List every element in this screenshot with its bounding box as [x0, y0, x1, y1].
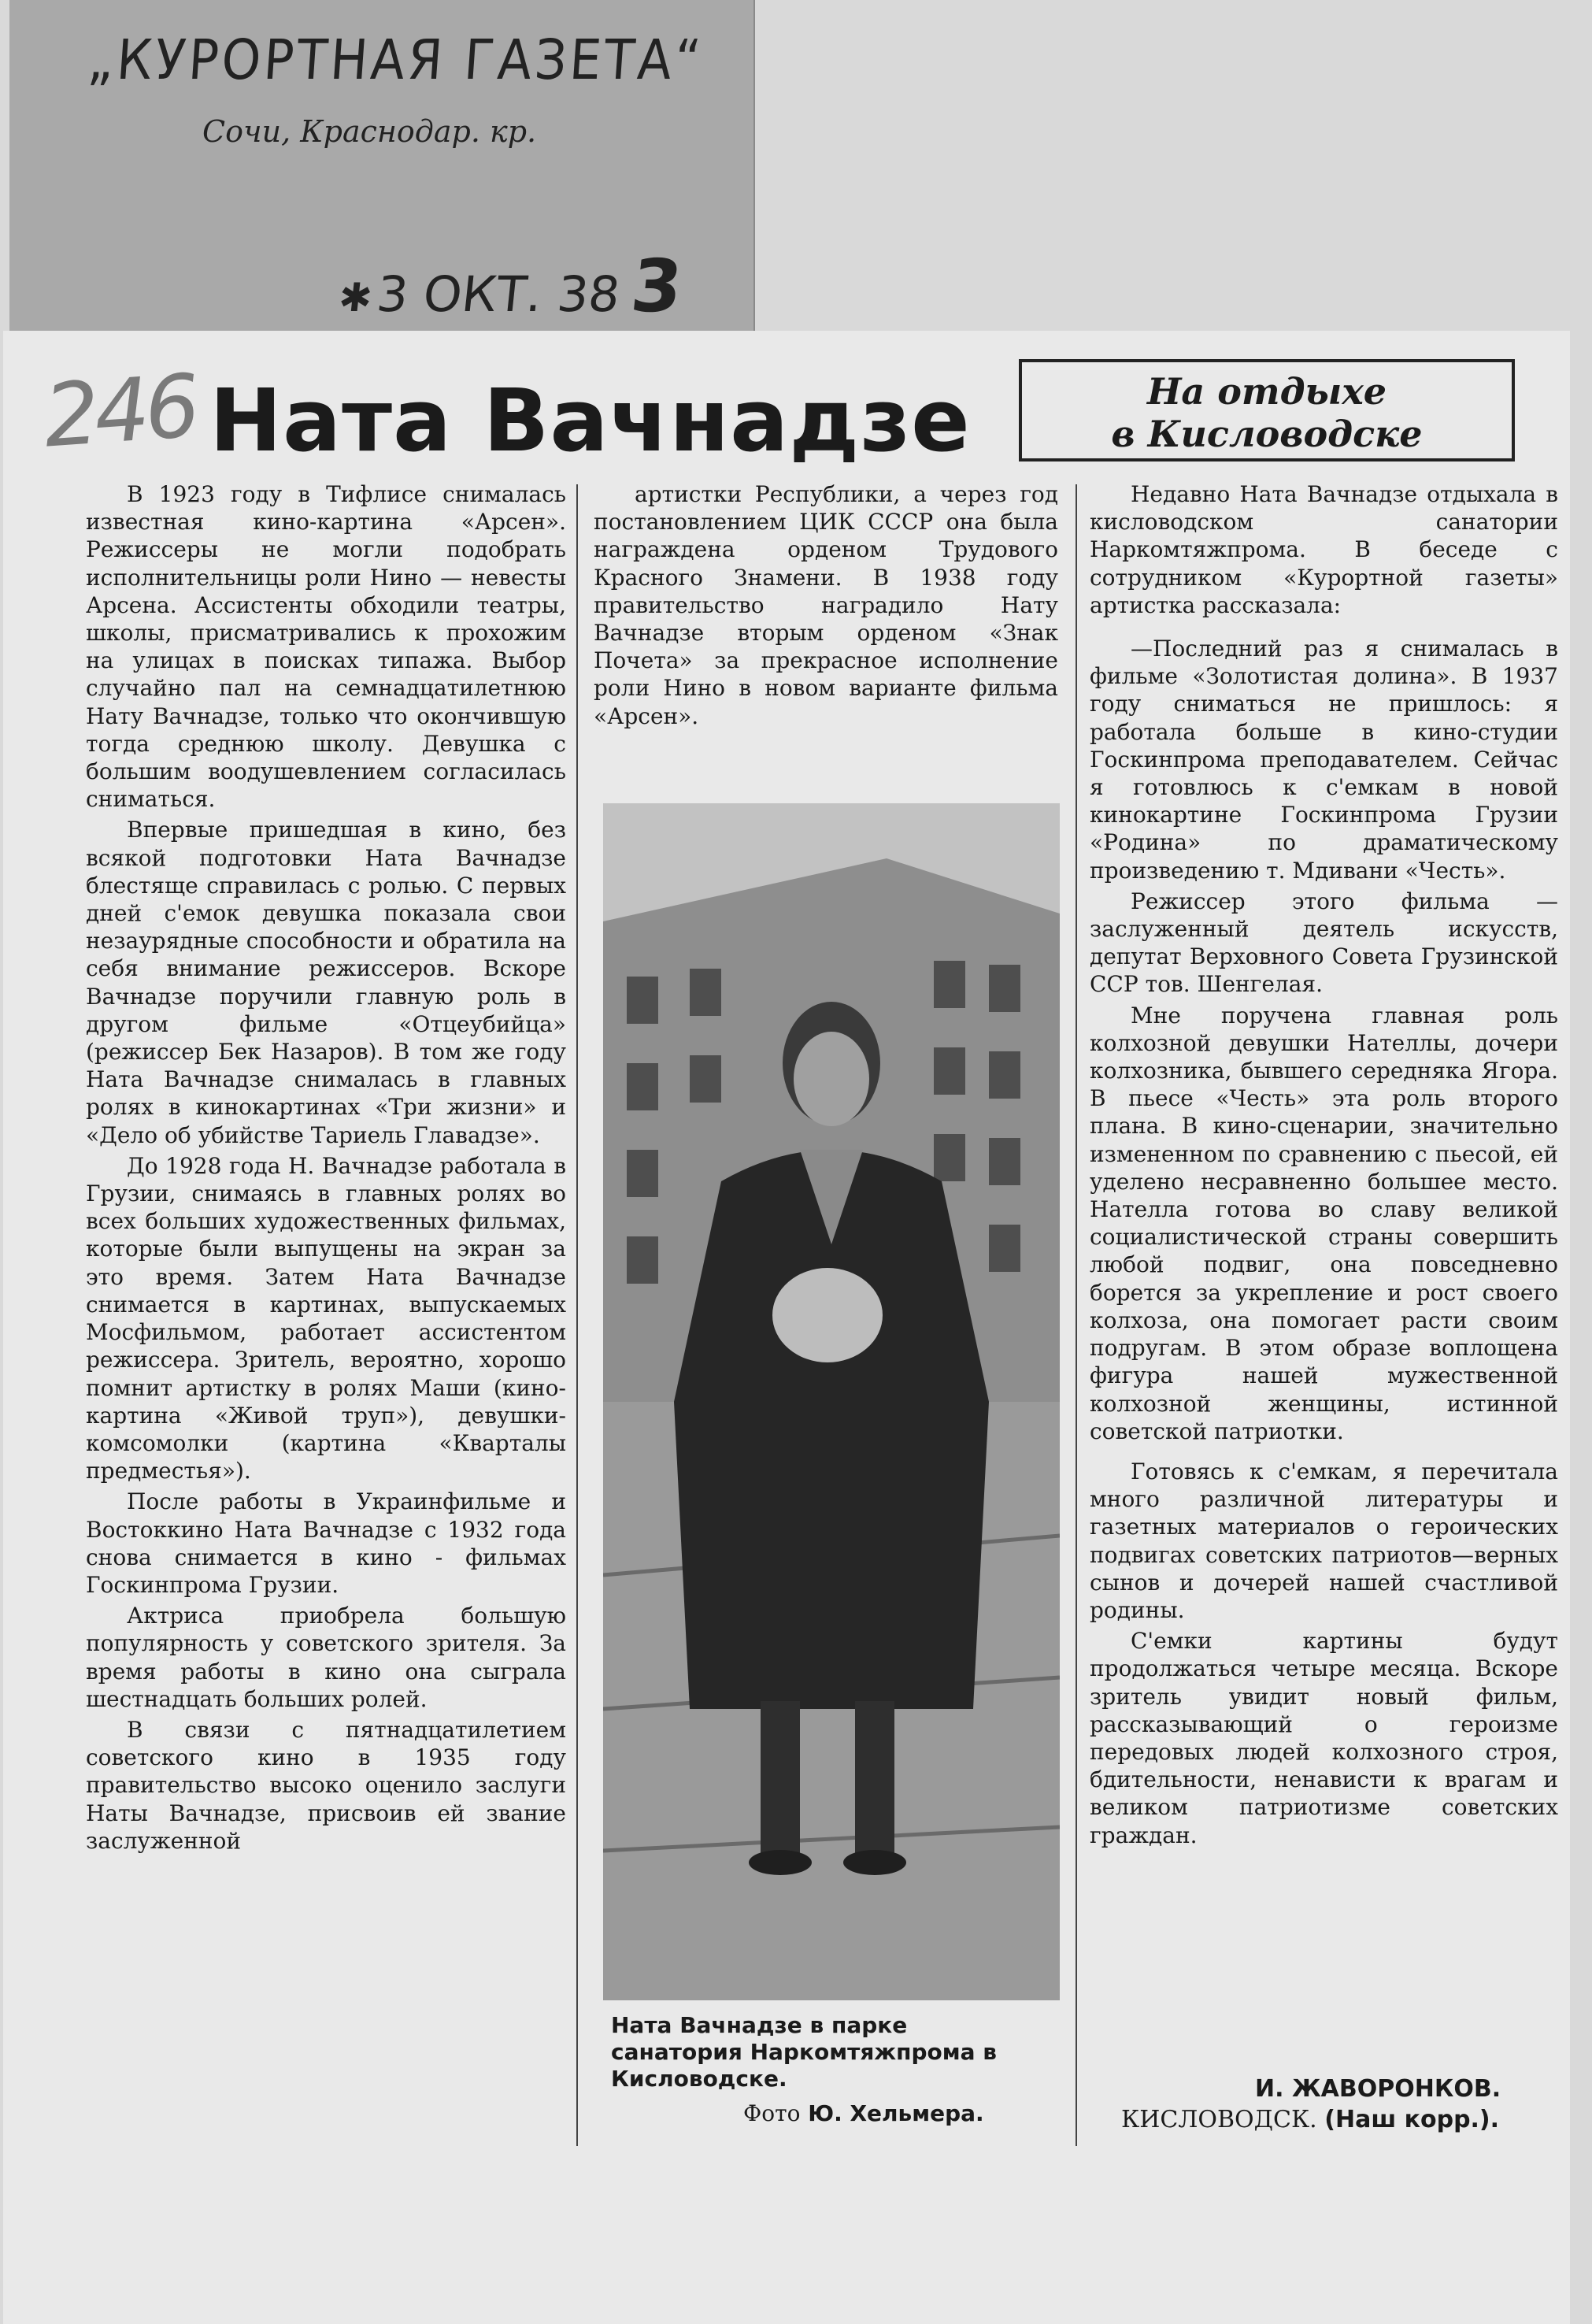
paragraph: Готовясь к с'емкам, я перечитала много различной литературы и газетных материалов о героических подвигах советских патриотов—верных сынов и дочерей нашей счастливой родины.: [1090, 1458, 1558, 1623]
newspaper-city: Сочи, Краснодар. кр.: [202, 114, 537, 149]
paragraph: артистки Республики, а через год постановлением ЦИК СССР она была награждена орденом Трудового Красного Знамени. В 1938 году правительство наградило Нату Вачнадзе вторым орденом «Знак Почета» за прекрасное исполнение роли Нино в новом варианте фильма «Арсен».: [594, 481, 1058, 729]
paragraph: С'емки картины будут продолжаться четыре месяца. Вскоре зритель увидит новый фильм, рассказывающий о героизме передовых людей колхозного строя, бдительности, ненависти к врагам и великом патриотизме советских граждан.: [1090, 1628, 1558, 1848]
subhead-box: [1019, 359, 1515, 461]
headline: Ната Вачнадзе: [209, 370, 971, 471]
paragraph: Режиссер этого фильма — заслуженный деятель искусств, депутат Верховного Совета Грузинской ССР тов. Шенгелая.: [1090, 888, 1558, 998]
paragraph: В связи с пятнадцатилетием советского кино в 1935 году правительство высоко оценило заслуги Наты Вачнадзе, присвоив ей звание заслуженной: [86, 1716, 566, 1854]
photo-credit-name: Ю. Хельмера.: [808, 2100, 984, 2126]
dateline-note: (Наш корр.).: [1324, 2106, 1500, 2133]
subhead-line-1: На отдыхе: [1146, 370, 1387, 413]
column-rule: [1076, 484, 1077, 2146]
paragraph: В 1923 году в Тифлисе снималась известная кино-картина «Арсен». Режиссеры не могли подобрать исполнительницы роли Нино — невесты Арсена. Ассистенты обходили театры, школы, присматривались к прохожим на улицах в поисках типажа. Выбор случайно пал на семнадцатилетнюю Нату Вачнадзе, только что окончившую тогда среднюю школу. Девушка с большим воодушевлением согласилась сниматься.: [86, 481, 566, 813]
column-2: [594, 480, 1058, 730]
author: И. ЖАВОРОНКОВ.: [1255, 2075, 1501, 2103]
newspaper-name: „КУРОРТНАЯ ГАЗЕТА“: [86, 28, 706, 92]
paragraph: До 1928 года Н. Вачнадзе работала в Грузии, снимаясь в главных ролях во всех больших художественных фильмах, которые были выпущены на экран за это время. Затем Ната Вачнадзе снимается в картинах, выпускаемых Мосфильмом, работает ассистентом режиссера. Зритель, вероятно, хорошо помнит артистку в ролях Маши (кино-картина «Живой труп»), девушки-комсомолки (картина «Кварталы предместья»).: [86, 1152, 566, 1484]
column-3: [1090, 480, 1558, 1849]
date-stamp: [335, 244, 686, 328]
date-stamp-text: 3 ОКТ. 38: [374, 265, 623, 323]
photo-caption: Ната Вачнадзе в парке санатория Наркомтяжпрома в Кисловодске.: [611, 2012, 998, 2092]
column-rule: [576, 484, 578, 2146]
newspaper-label: [9, 0, 755, 331]
photo-image: [603, 803, 1060, 2000]
photo-credit: [743, 2100, 984, 2126]
signature-block: [1121, 2075, 1501, 2133]
newspaper-clipping: [3, 331, 1570, 2324]
paragraph: После работы в Украинфильме и Востоккино Ната Вачнадзе с 1932 года снова снимается в кино - фильмах Госкинпрома Грузии.: [86, 1488, 566, 1598]
photo-credit-label: Фото: [743, 2100, 801, 2126]
photo: [603, 803, 1060, 2000]
paragraph: Впервые пришедшая в кино, без всякой подготовки Ната Вачнадзе блестяще справилась с ролью. С первых дней с'емок девушка показала свои незаурядные способности и обратила на себя внимание режиссеров. Вскоре Вачнадзе поручили главную роль в другом фильме «Отцеубийца» (режиссер Бек Назаров). В том же году Ната Вачнадзе снималась в главных ролях в кинокартинах «Три жизни» и «Дело об убийстве Тариель Главадзе».: [86, 817, 566, 1148]
dateline-place: КИСЛОВОДСК.: [1121, 2106, 1317, 2133]
archive-number: 246: [40, 355, 199, 467]
paragraph: Мне поручена главная роль колхозной девушки Нателлы, дочери колхозника, бывшего середняка Ягора. В пьесе «Честь» эта роль второго плана. В кино-сценарии, значительно измененном по сравнению с пьесой, ей уделено несравненно большее место. Нателла готова во славу великой социалистической страны совершить любой подвиг, она повседневно борется за укрепление и рост своего колхоза, она помогает расти своим подругам. В этом образе воплощена фигура нашей мужественной колхозной женщины, истинной советской патриотки.: [1090, 1002, 1558, 1444]
dateline: [1121, 2106, 1501, 2133]
date-stamp-big: 3: [627, 244, 687, 328]
paragraph: —Последний раз я снималась в фильме «Золотистая долина». В 1937 году сниматься не пришлось: я работала больше в кино-студии Госкинпрома преподавателем. Сейчас я готовлюсь к с'емкам в новой кинокартине Госкинпрома Грузии «Родина» по драматическому произведению т. Мдивани «Честь».: [1090, 636, 1558, 884]
paragraph: Недавно Ната Вачнадзе отдыхала в кисловодском санатории Наркомтяжпрома. В беседе с сотрудником «Курортной газеты» артистка рассказала:: [1090, 481, 1558, 618]
column-1: [86, 480, 566, 1855]
paragraph: Актриса приобрела большую популярность у советского зрителя. За время работы в кино она сыграла шестнадцать больших ролей.: [86, 1603, 566, 1712]
star-icon: ✱: [336, 275, 375, 321]
subhead-line-2: в Кисловодске: [1111, 413, 1423, 455]
